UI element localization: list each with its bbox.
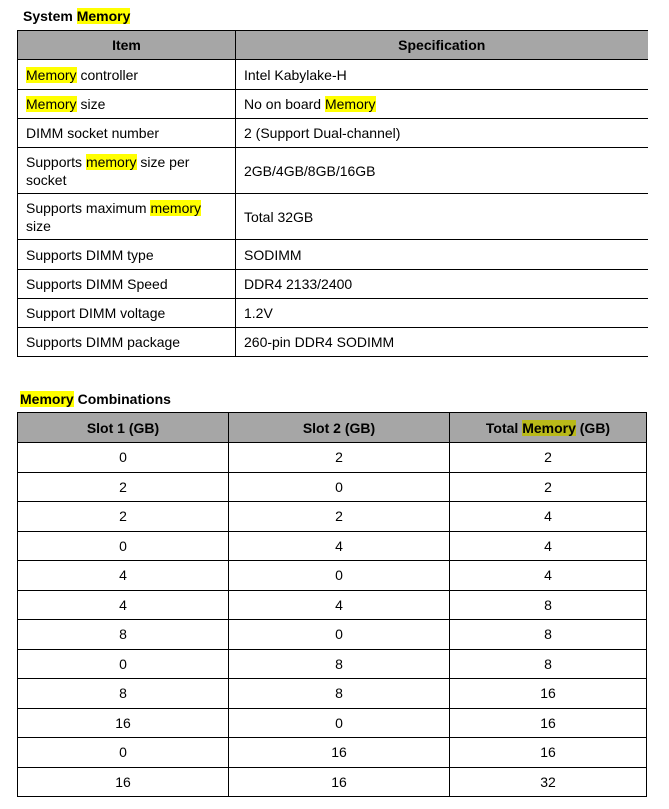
header-text: Total	[485, 419, 523, 436]
spec-cell: Intel Kabylake-H	[236, 60, 648, 90]
item-cell	[18, 194, 236, 240]
item-cell: Supports DIMM type	[18, 240, 236, 270]
total-cell: 2	[450, 443, 647, 473]
item-text: Supports	[26, 153, 86, 170]
spec-cell: SODIMM	[236, 240, 648, 270]
column-header-total	[450, 413, 647, 443]
keyword-highlight: Memory	[26, 66, 77, 83]
total-cell: 16	[450, 679, 647, 709]
slot1-cell: 16	[18, 708, 229, 738]
slot2-cell: 0	[229, 472, 450, 502]
total-cell: 2	[450, 472, 647, 502]
spec-cell: 1.2V	[236, 299, 648, 328]
spec-cell	[236, 90, 648, 119]
item-cell: DIMM socket number	[18, 119, 236, 148]
slot2-cell: 16	[229, 738, 450, 768]
item-text: size	[26, 217, 51, 234]
table-row	[18, 679, 647, 709]
total-cell: 8	[450, 590, 647, 620]
item-cell: Supports DIMM Speed	[18, 270, 236, 299]
slot2-cell: 2	[229, 443, 450, 473]
table-row	[18, 472, 647, 502]
column-header-slot1: Slot 1 (GB)	[18, 413, 229, 443]
item-text: controller	[76, 66, 139, 83]
item-cell	[18, 60, 236, 90]
table-row	[18, 240, 648, 270]
table-row	[18, 299, 648, 328]
table-row	[18, 590, 647, 620]
slot1-cell: 4	[18, 561, 229, 591]
memory-combinations-table	[17, 412, 647, 797]
total-cell: 16	[450, 708, 647, 738]
slot1-cell: 16	[18, 767, 229, 797]
table-row	[18, 649, 647, 679]
slot2-cell: 16	[229, 767, 450, 797]
slot2-cell: 0	[229, 708, 450, 738]
spec-cell: DDR4 2133/2400	[236, 270, 648, 299]
table-row	[18, 90, 648, 119]
slot1-cell: 0	[18, 738, 229, 768]
slot1-cell: 8	[18, 620, 229, 650]
keyword-highlight: Memory	[26, 96, 77, 112]
table-row	[18, 620, 647, 650]
spec-cell: 2 (Support Dual-channel)	[236, 119, 648, 148]
table-row	[18, 194, 648, 240]
slot2-cell: 8	[229, 649, 450, 679]
slot2-cell: 8	[229, 679, 450, 709]
slot1-cell: 4	[18, 590, 229, 620]
keyword-highlight: Memory	[522, 419, 576, 436]
header-text: (GB)	[575, 419, 611, 436]
table-header-row	[18, 413, 647, 443]
total-cell: 32	[450, 767, 647, 797]
spec-cell: Total 32GB	[236, 194, 648, 240]
table-row	[18, 60, 648, 90]
table-row	[18, 119, 648, 148]
title-highlight: Memory	[20, 391, 74, 407]
item-cell: Support DIMM voltage	[18, 299, 236, 328]
title-text: Combinations	[73, 391, 171, 407]
total-cell: 8	[450, 620, 647, 650]
table-row	[18, 270, 648, 299]
total-cell: 4	[450, 561, 647, 591]
spec-cell: 260-pin DDR4 SODIMM	[236, 328, 648, 357]
column-header-item: Item	[18, 31, 236, 60]
item-text: Supports maximum	[26, 199, 151, 216]
system-memory-table	[17, 30, 648, 357]
slot1-cell: 2	[18, 502, 229, 532]
column-header-slot2: Slot 2 (GB)	[229, 413, 450, 443]
title-text: System	[23, 8, 73, 24]
table-row	[18, 738, 647, 768]
slot2-cell: 4	[229, 590, 450, 620]
combinations-body	[18, 443, 647, 797]
table-row	[18, 502, 647, 532]
total-cell: 4	[450, 531, 647, 561]
slot2-cell: 4	[229, 531, 450, 561]
table-row	[18, 767, 647, 797]
total-cell: 16	[450, 738, 647, 768]
slot1-cell: 0	[18, 443, 229, 473]
slot2-cell: 0	[229, 561, 450, 591]
column-header-specification: Specification	[236, 31, 648, 60]
keyword-highlight: memory	[85, 153, 137, 170]
memory-combinations-title	[20, 390, 171, 408]
keyword-highlight: Memory	[324, 96, 376, 112]
table-header-row	[18, 31, 648, 60]
total-cell: 8	[450, 649, 647, 679]
spec-text: No on board	[244, 96, 325, 112]
spec-cell: 2GB/4GB/8GB/16GB	[236, 148, 648, 194]
slot1-cell: 0	[18, 531, 229, 561]
slot2-cell: 2	[229, 502, 450, 532]
slot1-cell: 2	[18, 472, 229, 502]
table-row	[18, 708, 647, 738]
total-cell: 4	[450, 502, 647, 532]
item-cell	[18, 90, 236, 119]
table-row	[18, 443, 647, 473]
slot2-cell: 0	[229, 620, 450, 650]
keyword-highlight: memory	[150, 199, 202, 216]
item-cell: Supports DIMM package	[18, 328, 236, 357]
table-row	[18, 561, 647, 591]
item-text: size	[76, 96, 106, 112]
table-row	[18, 531, 647, 561]
table-row	[18, 328, 648, 357]
slot1-cell: 8	[18, 679, 229, 709]
title-highlight: Memory	[76, 8, 131, 24]
table-row	[18, 148, 648, 194]
system-memory-title	[23, 7, 130, 25]
item-cell	[18, 148, 236, 194]
item-text: size per socket	[26, 153, 190, 188]
slot1-cell: 0	[18, 649, 229, 679]
